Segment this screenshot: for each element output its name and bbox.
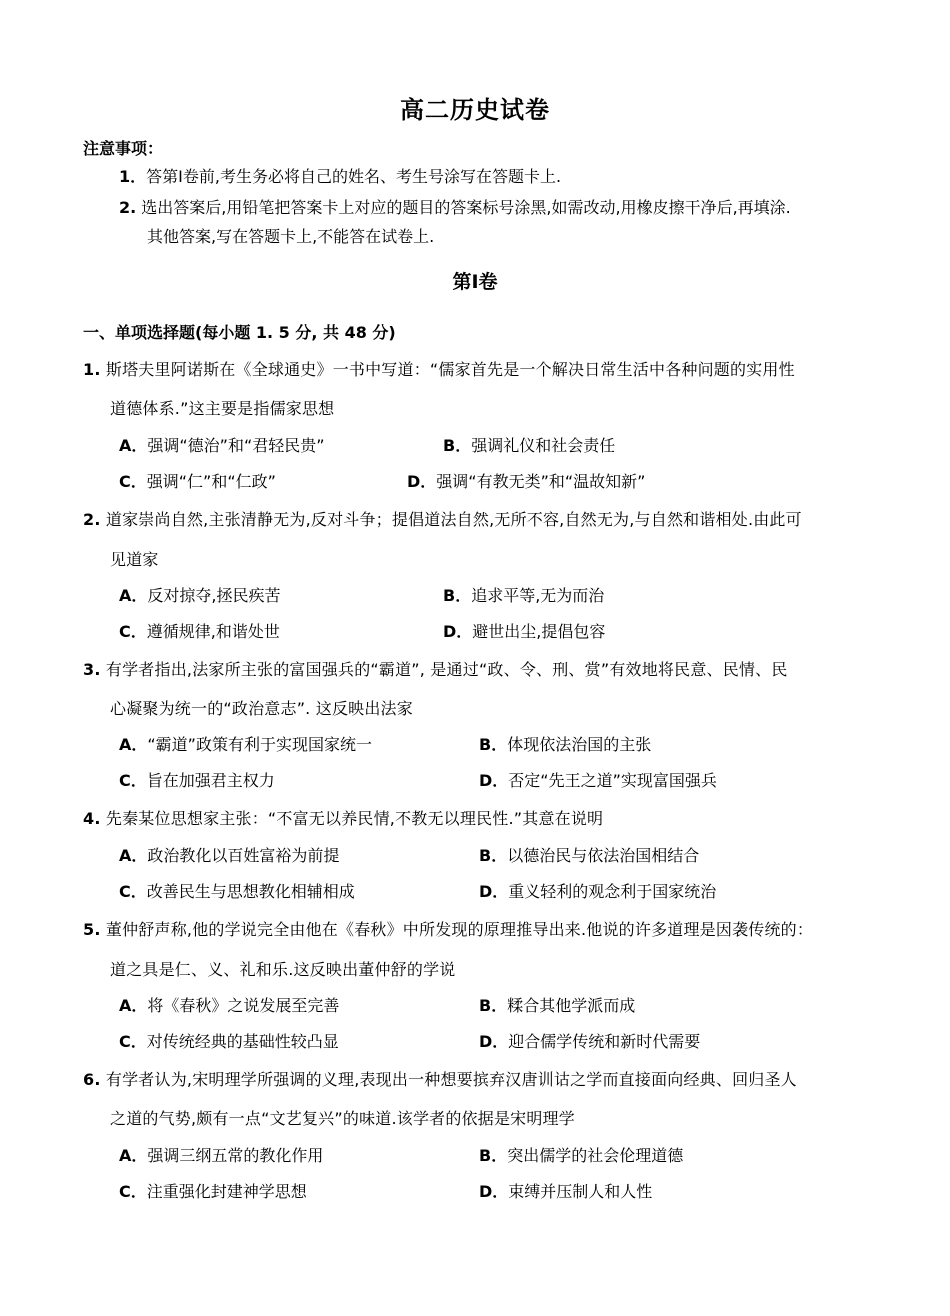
notice-item-1-text: 答第Ⅰ卷前,考生务必将自己的姓名、考生号涂写在答题卡上. xyxy=(146,167,562,186)
option-letter: B． xyxy=(479,846,508,865)
question-1-option-d xyxy=(407,469,645,492)
notice-item-2-continued: 其他答案,写在答题卡上,不能答在试卷上. xyxy=(147,227,435,246)
option-text: 束缚并压制人和人性 xyxy=(508,1182,653,1201)
option-letter: B． xyxy=(479,1146,508,1165)
option-letter: D． xyxy=(443,622,473,641)
option-text: 突出儒学的社会伦理道德 xyxy=(507,1146,684,1165)
question-5-number: 5. xyxy=(83,920,101,939)
notice-item-2-text: 选出答案后,用铅笔把答案卡上对应的题目的答案标号涂黑,如需改动,用橡皮擦干净后,再填涂. xyxy=(136,198,791,217)
question-4-option-a xyxy=(119,843,339,866)
option-text: 对传统经典的基础性较凸显 xyxy=(146,1032,339,1051)
question-3-stem-cont: 心凝聚为统一的“政治意志”. 这反映出法家 xyxy=(110,699,413,718)
question-2-number: 2. xyxy=(83,510,101,529)
question-5-stem-cont: 道之具是仁、义、礼和乐.这反映出董仲舒的学说 xyxy=(110,960,456,979)
notice-item-2 xyxy=(119,195,791,218)
question-3-option-b xyxy=(479,732,651,755)
question-6-option-c xyxy=(119,1179,307,1202)
question-1-stem xyxy=(83,357,795,380)
option-letter: D． xyxy=(479,771,509,790)
option-text: 将《春秋》之说发展至完善 xyxy=(147,996,340,1015)
question-4-stem xyxy=(83,806,603,829)
option-letter: D． xyxy=(407,472,437,491)
question-5-stem xyxy=(83,917,813,940)
question-6-text: 有学者认为,宋明理学所强调的义理,表现出一种想要摈弃汉唐训诂之学而直接面向经典、回归圣人 xyxy=(100,1070,797,1089)
question-2-option-d xyxy=(443,619,605,642)
question-3-option-d xyxy=(479,768,717,791)
question-3-option-a xyxy=(119,732,372,755)
option-text: 政治教化以百姓富裕为前提 xyxy=(147,846,340,865)
option-text: 避世出尘,提倡包容 xyxy=(472,622,606,641)
option-letter: A． xyxy=(119,586,148,605)
option-text: 以德治民与依法治国相结合 xyxy=(507,846,700,865)
option-text: 注重强化封建神学思想 xyxy=(146,1182,307,1201)
question-3-text: 有学者指出,法家所主张的富国强兵的“霸道”, 是通过“政、令、刑、赏”有效地将民意、民情、民 xyxy=(100,660,788,679)
option-letter: B． xyxy=(479,996,508,1015)
option-text: 强调三纲五常的教化作用 xyxy=(147,1146,324,1165)
option-letter: C． xyxy=(119,771,147,790)
option-letter: A． xyxy=(119,846,148,865)
question-2-stem-cont: 见道家 xyxy=(110,550,159,569)
option-letter: A． xyxy=(119,735,148,754)
option-text: 遵循规律,和谐处世 xyxy=(146,622,280,641)
option-letter: C． xyxy=(119,622,147,641)
option-letter: A． xyxy=(119,1146,148,1165)
question-2-option-a xyxy=(119,583,280,606)
option-text: 体现依法治国的主张 xyxy=(507,735,652,754)
option-letter: A． xyxy=(119,996,148,1015)
option-text: 旨在加强君主权力 xyxy=(146,771,275,790)
question-6-stem-cont: 之道的气势,颇有一点“文艺复兴”的味道.该学者的依据是宋明理学 xyxy=(110,1109,575,1128)
section-title: 一、单项选择题(每小题 1. 5 分, 共 48 分) xyxy=(83,323,396,342)
question-1-option-b xyxy=(443,433,615,456)
question-1-text: 斯塔夫里阿诺斯在《全球通史》一书中写道：“儒家首先是一个解决日常生活中各种问题的实用性 xyxy=(100,360,795,379)
option-letter: D． xyxy=(479,1182,509,1201)
question-2-stem xyxy=(83,507,802,530)
question-6-stem xyxy=(83,1067,797,1090)
question-3-stem xyxy=(83,657,788,680)
question-6-option-a xyxy=(119,1143,323,1166)
option-text: 强调礼仪和社会责任 xyxy=(471,436,616,455)
notice-heading: 注意事项： xyxy=(83,139,164,158)
question-4-option-b xyxy=(479,843,699,866)
question-3-number: 3. xyxy=(83,660,101,679)
option-letter: C． xyxy=(119,882,147,901)
exam-title: 高二历史试卷 xyxy=(400,96,550,124)
question-1-option-c xyxy=(119,469,276,492)
question-4-option-c xyxy=(119,879,355,902)
option-letter: C． xyxy=(119,1032,147,1051)
question-5-option-d xyxy=(479,1029,700,1052)
option-text: 否定“先王之道”实现富国强兵 xyxy=(508,771,717,790)
option-text: 改善民生与思想教化相辅相成 xyxy=(146,882,355,901)
question-6-number: 6. xyxy=(83,1070,101,1089)
notice-item-1-number: 1． xyxy=(119,167,147,186)
option-letter: D． xyxy=(479,1032,509,1051)
question-1-option-a xyxy=(119,433,325,456)
option-letter: B． xyxy=(479,735,508,754)
question-3-option-c xyxy=(119,768,275,791)
question-5-option-b xyxy=(479,993,635,1016)
option-text: 重义轻利的观念利于国家统治 xyxy=(508,882,717,901)
question-2-text: 道家崇尚自然,主张清静无为,反对斗争；提倡道法自然,无所不容,自然无为,与自然和谐相处.由此可 xyxy=(100,510,802,529)
question-5-option-a xyxy=(119,993,339,1016)
option-text: “霸道”政策有利于实现国家统一 xyxy=(147,735,372,754)
question-5-option-c xyxy=(119,1029,339,1052)
option-text: 糅合其他学派而成 xyxy=(507,996,636,1015)
question-1-number: 1. xyxy=(83,360,101,379)
option-text: 追求平等,无为而治 xyxy=(471,586,605,605)
notice-item-1 xyxy=(119,164,561,187)
option-letter: A． xyxy=(119,436,148,455)
question-2-option-b xyxy=(443,583,604,606)
option-text: 反对掠夺,拯民疾苦 xyxy=(147,586,281,605)
option-letter: B． xyxy=(443,586,472,605)
question-5-text: 董仲舒声称,他的学说完全由他在《春秋》中所发现的原理推导出来.他说的许多道理是因袭传统的： xyxy=(100,920,814,939)
question-1-stem-cont: 道德体系.”这主要是指儒家思想 xyxy=(110,399,335,418)
volume-title: 第Ⅰ卷 xyxy=(452,271,498,293)
option-text: 强调“德治”和“君轻民贵” xyxy=(147,436,325,455)
question-4-text: 先秦某位思想家主张：“不富无以养民情,不教无以理民性.”其意在说明 xyxy=(100,809,604,828)
option-letter: B． xyxy=(443,436,472,455)
question-4-option-d xyxy=(479,879,716,902)
question-6-option-b xyxy=(479,1143,683,1166)
question-6-option-d xyxy=(479,1179,652,1202)
option-text: 迎合儒学传统和新时代需要 xyxy=(508,1032,701,1051)
question-4-number: 4. xyxy=(83,809,101,828)
option-letter: C． xyxy=(119,472,147,491)
option-text: 强调“仁”和“仁政” xyxy=(146,472,276,491)
option-text: 强调“有教无类”和“温故知新” xyxy=(436,472,646,491)
question-2-option-c xyxy=(119,619,280,642)
notice-item-2-number: 2. xyxy=(119,198,137,217)
option-letter: D． xyxy=(479,882,509,901)
option-letter: C． xyxy=(119,1182,147,1201)
